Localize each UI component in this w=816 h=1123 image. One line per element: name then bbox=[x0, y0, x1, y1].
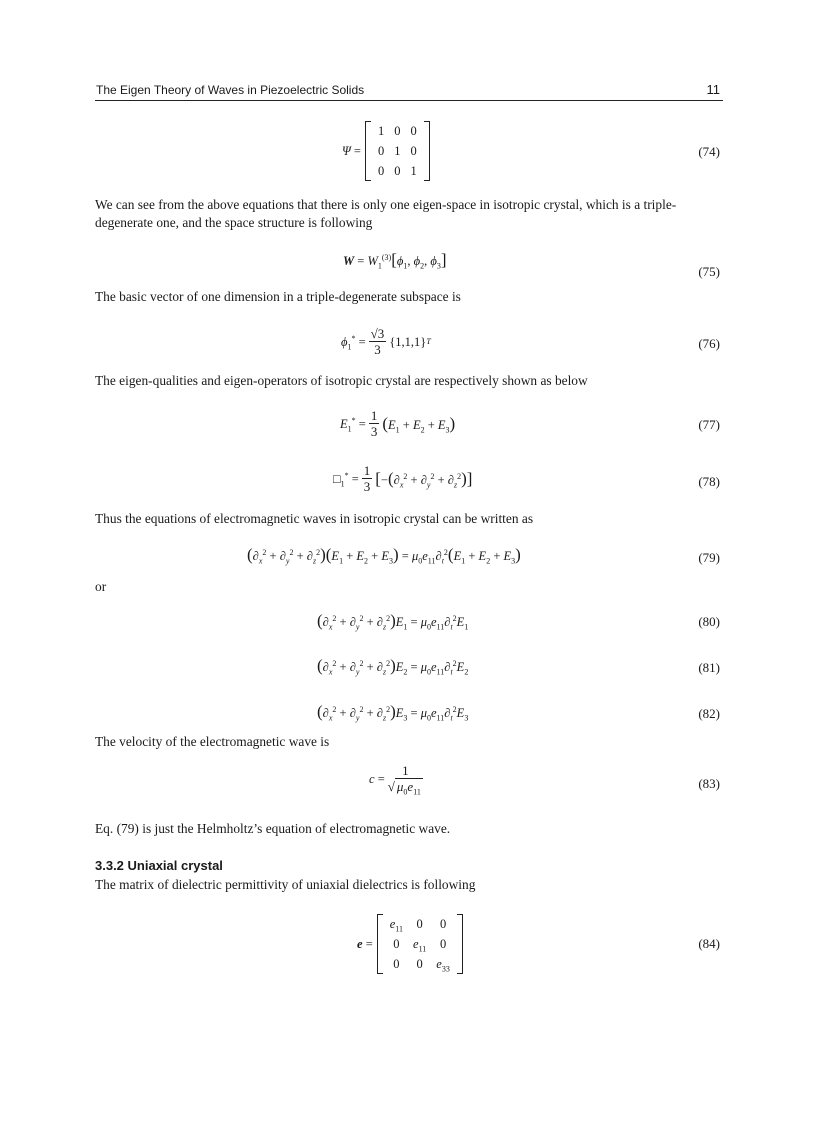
matrix-cell: 1 bbox=[394, 143, 401, 158]
page-number: 11 bbox=[706, 82, 720, 97]
equation-75-number: (75) bbox=[698, 264, 720, 279]
paragraph-eigen-space: We can see from the above equations that there is only one eigen-space in isotropic crystal, which is a triple-degenerate one, and the space structure is following bbox=[95, 197, 677, 230]
equation-84-lhs: e = bbox=[357, 936, 373, 951]
equation-81: $(\partial_x^2 + \partial_y^2 + \partial_z^2)E_2 = \mu_0e_{11}\partial_t^2E_2$ bbox=[317, 656, 469, 677]
equation-79-number: (79) bbox=[698, 550, 720, 565]
running-header-title: The Eigen Theory of Waves in Piezoelectric Solids bbox=[96, 83, 365, 97]
matrix-cell: 0 bbox=[377, 143, 385, 158]
identity-matrix bbox=[365, 121, 430, 181]
matrix-cell: 0 bbox=[416, 916, 423, 931]
matrix-cell: 0 bbox=[410, 123, 417, 138]
equation-83: c = $\frac{1}{√ \mu_0e_{11}}$ bbox=[369, 763, 421, 797]
equation-84-number: (84) bbox=[698, 936, 720, 951]
equation-78-number: (78) bbox=[698, 474, 720, 489]
equation-79: $(\partial_x^2 + \partial_y^2 + \partial_z^2)(E_1 + E_2 + E_3) = \mu_0e_{11}\partial_t^2(E_1 + E_2 + E_3)$ bbox=[247, 545, 521, 566]
matrix-cell: 0 bbox=[377, 163, 385, 178]
matrix-cell: 0 bbox=[439, 916, 447, 931]
matrix-cell: 0 bbox=[439, 936, 447, 951]
permittivity-matrix bbox=[377, 914, 463, 974]
equation-82-number: (82) bbox=[698, 706, 720, 721]
matrix-cell: $e_{11}$ bbox=[413, 936, 427, 953]
matrix-cell: $e_{11}$ bbox=[389, 916, 404, 933]
matrix-cell: 1 bbox=[410, 163, 417, 178]
paragraph-basic-vector: The basic vector of one dimension in a triple-degenerate subspace is bbox=[95, 289, 461, 304]
matrix-cell: 0 bbox=[394, 163, 401, 178]
paragraph-helmholtz: Eq. (79) is just the Helmholtz’s equation of electromagnetic wave. bbox=[95, 821, 451, 836]
equation-77: $E_1^*$ = $\frac{1}{3}$ $(E_1 + E_2 + E_3)$ bbox=[340, 408, 456, 439]
paragraph-eigen-qualities: The eigen-qualities and eigen-operators of isotropic crystal are respectively shown as below bbox=[95, 373, 588, 388]
equation-74-number: (74) bbox=[698, 144, 720, 159]
equation-84 bbox=[357, 911, 463, 977]
paragraph-thus-equations: Thus the equations of electromagnetic waves in isotropic crystal can be written as bbox=[95, 511, 534, 526]
equation-76: $\phi_1^*$ = $\frac{√3}{3}$ {1,1,1} T bbox=[341, 326, 431, 357]
equation-81-number: (81) bbox=[698, 660, 720, 675]
paragraph-uniaxial-matrix: The matrix of dielectric permittivity of uniaxial dielectrics is following bbox=[95, 877, 476, 892]
paragraph-or: or bbox=[95, 579, 107, 594]
equation-77-number: (77) bbox=[698, 417, 720, 432]
matrix-cell: 0 bbox=[394, 123, 401, 138]
matrix-cell: 0 bbox=[410, 143, 417, 158]
equation-76-number: (76) bbox=[698, 336, 720, 351]
matrix-cell: $e_{33}$ bbox=[436, 956, 450, 973]
running-header bbox=[95, 82, 723, 101]
equation-82: $(\partial_x^2 + \partial_y^2 + \partial_z^2)E_3 = \mu_0e_{11}\partial_t^2E_3$ bbox=[317, 702, 469, 723]
equation-80-number: (80) bbox=[698, 614, 720, 629]
matrix-cell: 0 bbox=[393, 956, 400, 971]
paragraph-velocity: The velocity of the electromagnetic wave is bbox=[95, 734, 330, 749]
equation-75: $W = W_1^{(3)}[\phi_1$, $\phi_2$, $\phi_3$] bbox=[343, 250, 447, 271]
matrix-cell: 0 bbox=[393, 936, 400, 951]
matrix-cell: 0 bbox=[416, 956, 423, 971]
matrix-cell: 1 bbox=[377, 123, 385, 138]
equation-78: $□_1^*$ = $\frac{1}{3}$ $[-(\partial_x^2 + \partial_y^2 + \partial_z^2)]$ bbox=[333, 463, 473, 494]
equation-80: $(\partial_x^2 + \partial_y^2 + \partial_z^2)E_1 = \mu_0e_{11}\partial_t^2E_1$ bbox=[317, 611, 469, 632]
equation-74-lhs: Ψ = bbox=[342, 143, 361, 158]
equation-74 bbox=[342, 118, 430, 184]
section-heading: 3.3.2 Uniaxial crystal bbox=[95, 858, 223, 873]
equation-83-number: (83) bbox=[698, 776, 720, 791]
